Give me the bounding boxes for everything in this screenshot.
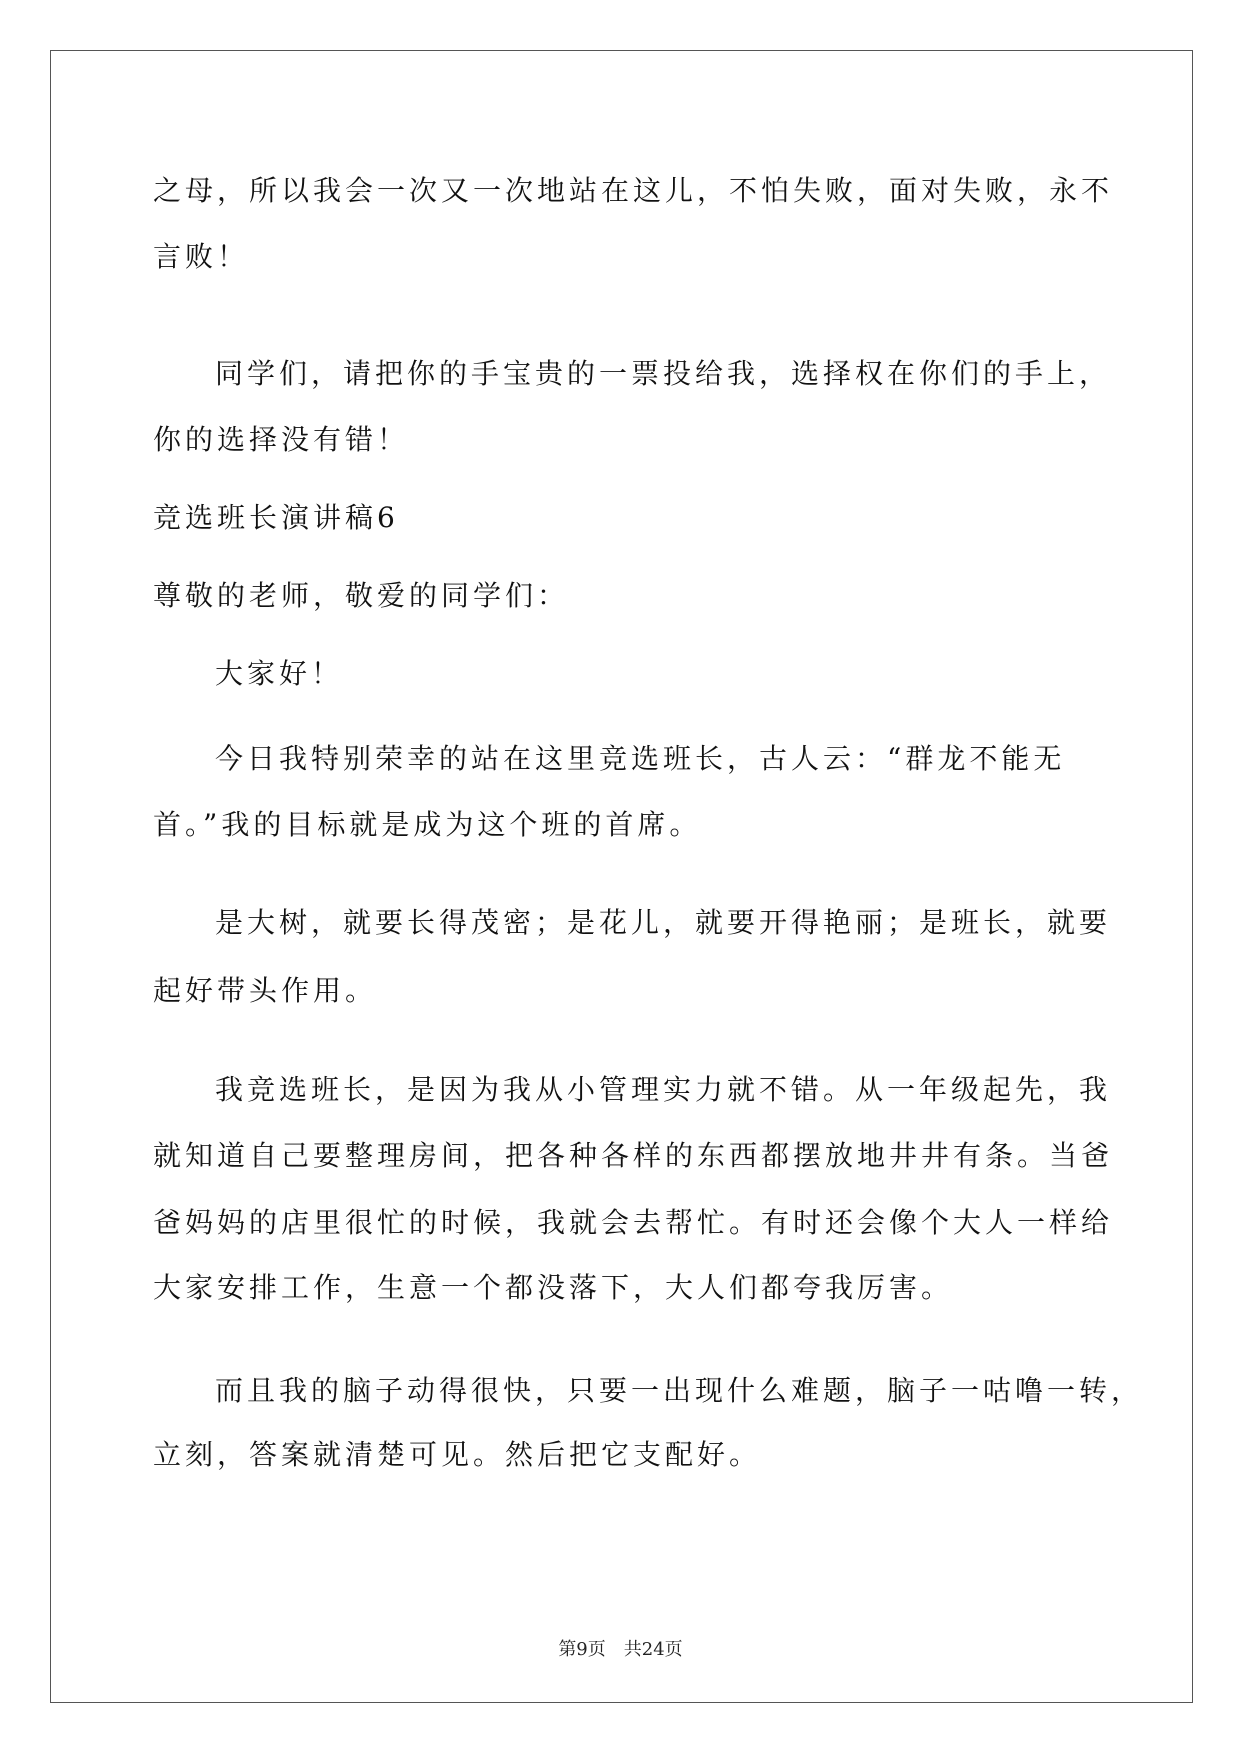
text-line: 立刻，答案就清楚可见。然后把它支配好。 xyxy=(153,1438,762,1471)
text-line: 是大树，就要长得茂密；是花儿，就要开得艳丽；是班长，就要 xyxy=(215,906,1112,939)
text-line: 我竞选班长，是因为我从小管理实力就不错。从一年级起先，我 xyxy=(215,1073,1112,1106)
text-line: 爸妈妈的店里很忙的时候，我就会去帮忙。有时还会像个大人一样给 xyxy=(153,1206,1114,1239)
section-heading: 竞选班长演讲稿6 xyxy=(153,501,399,534)
page-total: 共24页 xyxy=(623,1639,683,1660)
text-line: 起好带头作用。 xyxy=(153,974,378,1007)
page-footer xyxy=(0,1638,1241,1662)
text-line: 今日我特别荣幸的站在这里竞选班长，古人云：“群龙不能无 xyxy=(215,742,1066,775)
text-line: 首。”我的目标就是成为这个班的首席。 xyxy=(153,808,702,841)
text-line: 大家安排工作，生意一个都没落下，大人们都夸我厉害。 xyxy=(153,1271,954,1304)
text-line: 之母，所以我会一次又一次地站在这儿，不怕失败，面对失败，永不 xyxy=(153,174,1114,207)
text-line: 同学们，请把你的手宝贵的一票投给我，选择权在你们的手上， xyxy=(215,357,1112,390)
text-line: 就知道自己要整理房间，把各种各样的东西都摆放地井井有条。当爸 xyxy=(153,1139,1114,1172)
page-number: 第9页 xyxy=(558,1639,606,1660)
text-line: 而且我的脑子动得很快，只要一出现什么难题，脑子一咕噜一转， xyxy=(215,1374,1144,1407)
text-line: 言败！ xyxy=(153,240,250,273)
greeting: 大家好！ xyxy=(215,657,344,690)
salutation: 尊敬的老师，敬爱的同学们： xyxy=(153,579,570,612)
text-line: 你的选择没有错！ xyxy=(153,423,410,456)
